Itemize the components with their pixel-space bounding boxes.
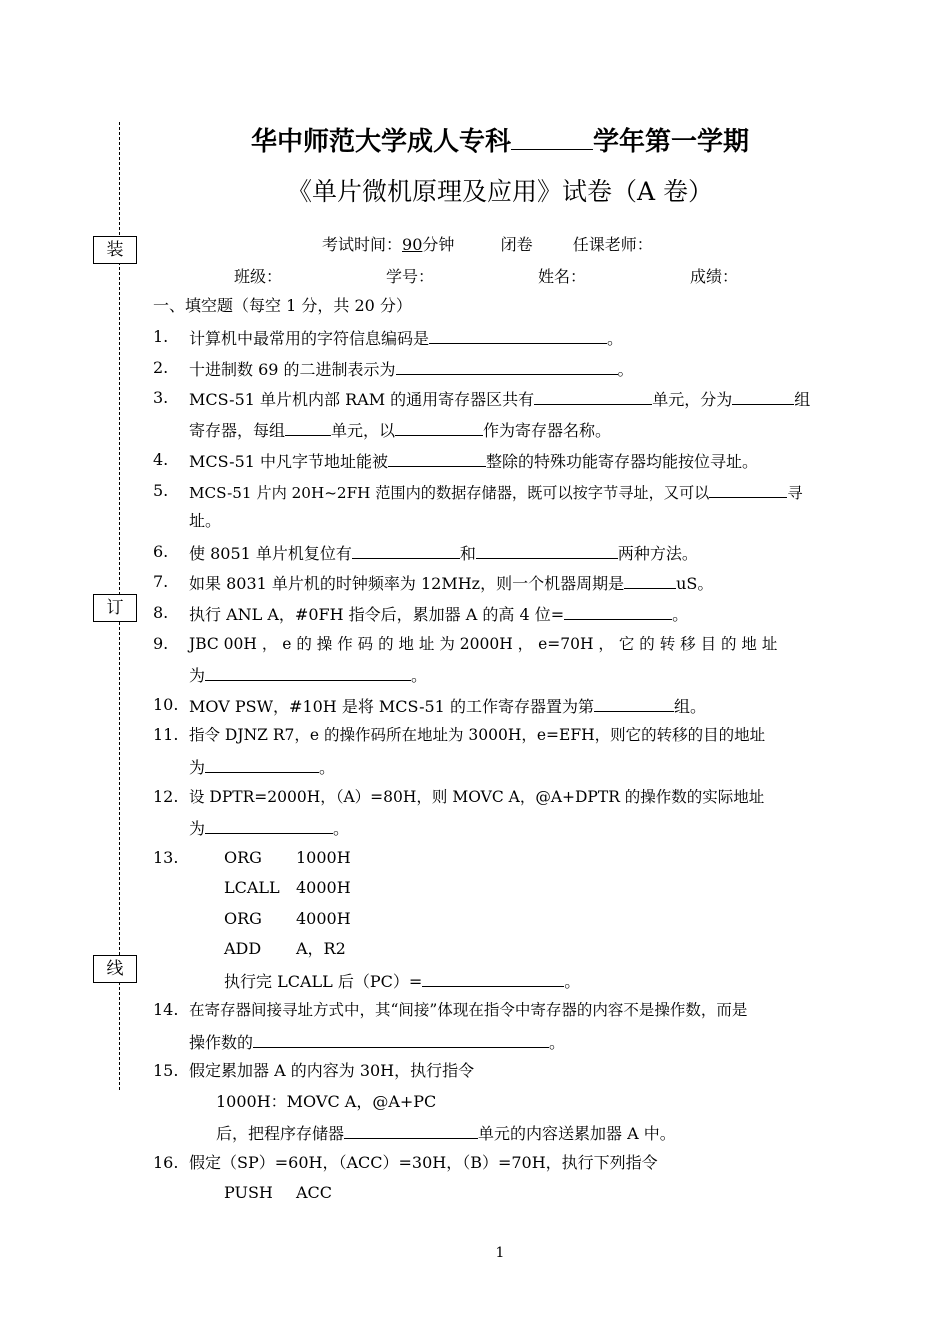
exam-time-unit: 分钟 bbox=[422, 235, 455, 254]
question-text-continued: 为 。 bbox=[189, 816, 349, 840]
code-mnemonic: ADD bbox=[224, 939, 262, 958]
question-text-continued: 为 。 bbox=[189, 755, 335, 779]
question-number: 8. bbox=[153, 603, 169, 622]
question-text: 如果 8031 单片机的时钟频率为 12MHz，则一个机器周期是 uS。 bbox=[189, 571, 713, 595]
question-text: 假定（SP）=60H，（ACC）=30H，（B）=70H，执行下列指令 bbox=[189, 1153, 658, 1172]
question-number: 2. bbox=[153, 358, 169, 377]
exam-title bbox=[0, 124, 950, 160]
question-number: 5. bbox=[153, 481, 169, 500]
question-text: JBC 00H ， e 的 操 作 码 的 地 址 为 2000H ， e=70H ， 它 的 转 移 目 的 地 址 bbox=[189, 635, 778, 653]
question-text: MCS-51 中凡字节地址能被 整除的特殊功能寄存器均能按位寻址。 bbox=[189, 449, 758, 473]
question-number: 4. bbox=[153, 450, 169, 469]
code-mnemonic: PUSH bbox=[224, 1183, 273, 1202]
teacher-label: 任课老师： bbox=[572, 235, 653, 254]
code-operand: 4000H bbox=[296, 878, 351, 897]
question-number: 10. bbox=[153, 695, 179, 714]
question-number: 12. bbox=[153, 787, 179, 806]
question-text: MCS-51 单片机内部 RAM 的通用寄存器区共有 单元，分为 组 bbox=[189, 387, 810, 411]
binding-mark-ding: 订 bbox=[93, 594, 137, 622]
binding-mark-xian: 线 bbox=[93, 955, 137, 983]
question-text: 使 8051 单片机复位有 和 两种方法。 bbox=[189, 541, 698, 565]
question-number: 13. bbox=[153, 848, 179, 867]
code-operand: ACC bbox=[296, 1183, 333, 1202]
question-number: 9. bbox=[153, 634, 169, 653]
page-number: 1 bbox=[495, 1245, 505, 1261]
question-text: 在寄存器间接寻址方式中，其“间接”体现在指令中寄存器的内容不是操作数，而是 bbox=[189, 1001, 748, 1019]
exam-subtitle: 《单片微机原理及应用》试卷（A 卷） bbox=[286, 177, 713, 206]
question-text-continued: 寄存器，每组 单元，以 作为寄存器名称。 bbox=[189, 418, 611, 442]
exam-meta-line bbox=[322, 232, 653, 255]
question-number: 16. bbox=[153, 1153, 179, 1172]
question-text: 执行完 LCALL 后（PC）= 。 bbox=[224, 969, 580, 993]
question-number: 7. bbox=[153, 572, 169, 591]
question-text: 指令 DJNZ R7，e 的操作码所在地址为 3000H，e=EFH，则它的转移的目的地址 bbox=[189, 726, 766, 744]
question-text: 假定累加器 A 的内容为 30H，执行指令 bbox=[189, 1061, 475, 1080]
question-number: 6. bbox=[153, 542, 169, 561]
closed-book-label: 闭卷 bbox=[500, 235, 533, 254]
code-line: 1000H：MOVC A，@A+PC bbox=[216, 1092, 437, 1111]
name-label: 姓名： bbox=[538, 267, 587, 286]
question-number: 3. bbox=[153, 388, 169, 407]
code-mnemonic: LCALL bbox=[224, 878, 280, 897]
score-label: 成绩： bbox=[690, 267, 739, 286]
student-id-label: 学号： bbox=[386, 267, 435, 286]
code-operand: 4000H bbox=[296, 909, 351, 928]
section-title: 一、填空题（每空 1 分，共 20 分） bbox=[153, 296, 412, 315]
question-text: MCS-51 片内 20H~2FH 范围内的数据存储器，既可以按字节寻址，又可以 寻 bbox=[189, 480, 803, 504]
code-mnemonic: ORG bbox=[224, 848, 262, 867]
binding-mark-zhuang: 装 bbox=[93, 236, 137, 264]
question-text: 设 DPTR=2000H，（A）=80H，则 MOVC A，@A+DPTR 的操作数的实际地址 bbox=[189, 788, 765, 806]
question-text-continued: 为 。 bbox=[189, 663, 427, 687]
question-text-continued: 址。 bbox=[189, 511, 222, 530]
question-number: 15. bbox=[153, 1061, 179, 1080]
question-text: MOV PSW，#10H 是将 MCS-51 的工作寄存器置为第 组。 bbox=[189, 694, 706, 718]
exam-title-prefix: 华中师范大学成人专科 bbox=[250, 127, 511, 157]
exam-time-label: 考试时间： bbox=[322, 235, 403, 254]
exam-title-suffix: 学年第一学期 bbox=[593, 127, 750, 157]
class-label: 班级： bbox=[234, 267, 283, 286]
question-text: 计算机中最常用的字符信息编码是 。 bbox=[189, 326, 623, 350]
question-number: 11. bbox=[153, 725, 179, 744]
code-operand: 1000H bbox=[296, 848, 351, 867]
question-number: 1. bbox=[153, 327, 169, 346]
question-text-continued: 操作数的 。 bbox=[189, 1030, 565, 1054]
academic-year-blank bbox=[511, 125, 593, 150]
code-mnemonic: ORG bbox=[224, 909, 262, 928]
question-text-continued: 后，把程序存储器 单元的内容送累加器 A 中。 bbox=[216, 1121, 676, 1145]
question-number: 14. bbox=[153, 1000, 179, 1019]
question-text: 十进制数 69 的二进制表示为 。 bbox=[189, 357, 634, 381]
exam-time-value: 90 bbox=[402, 235, 423, 254]
question-text: 执行 ANL A，#0FH 指令后，累加器 A 的高 4 位= 。 bbox=[189, 602, 688, 626]
code-operand: A，R2 bbox=[296, 939, 346, 958]
